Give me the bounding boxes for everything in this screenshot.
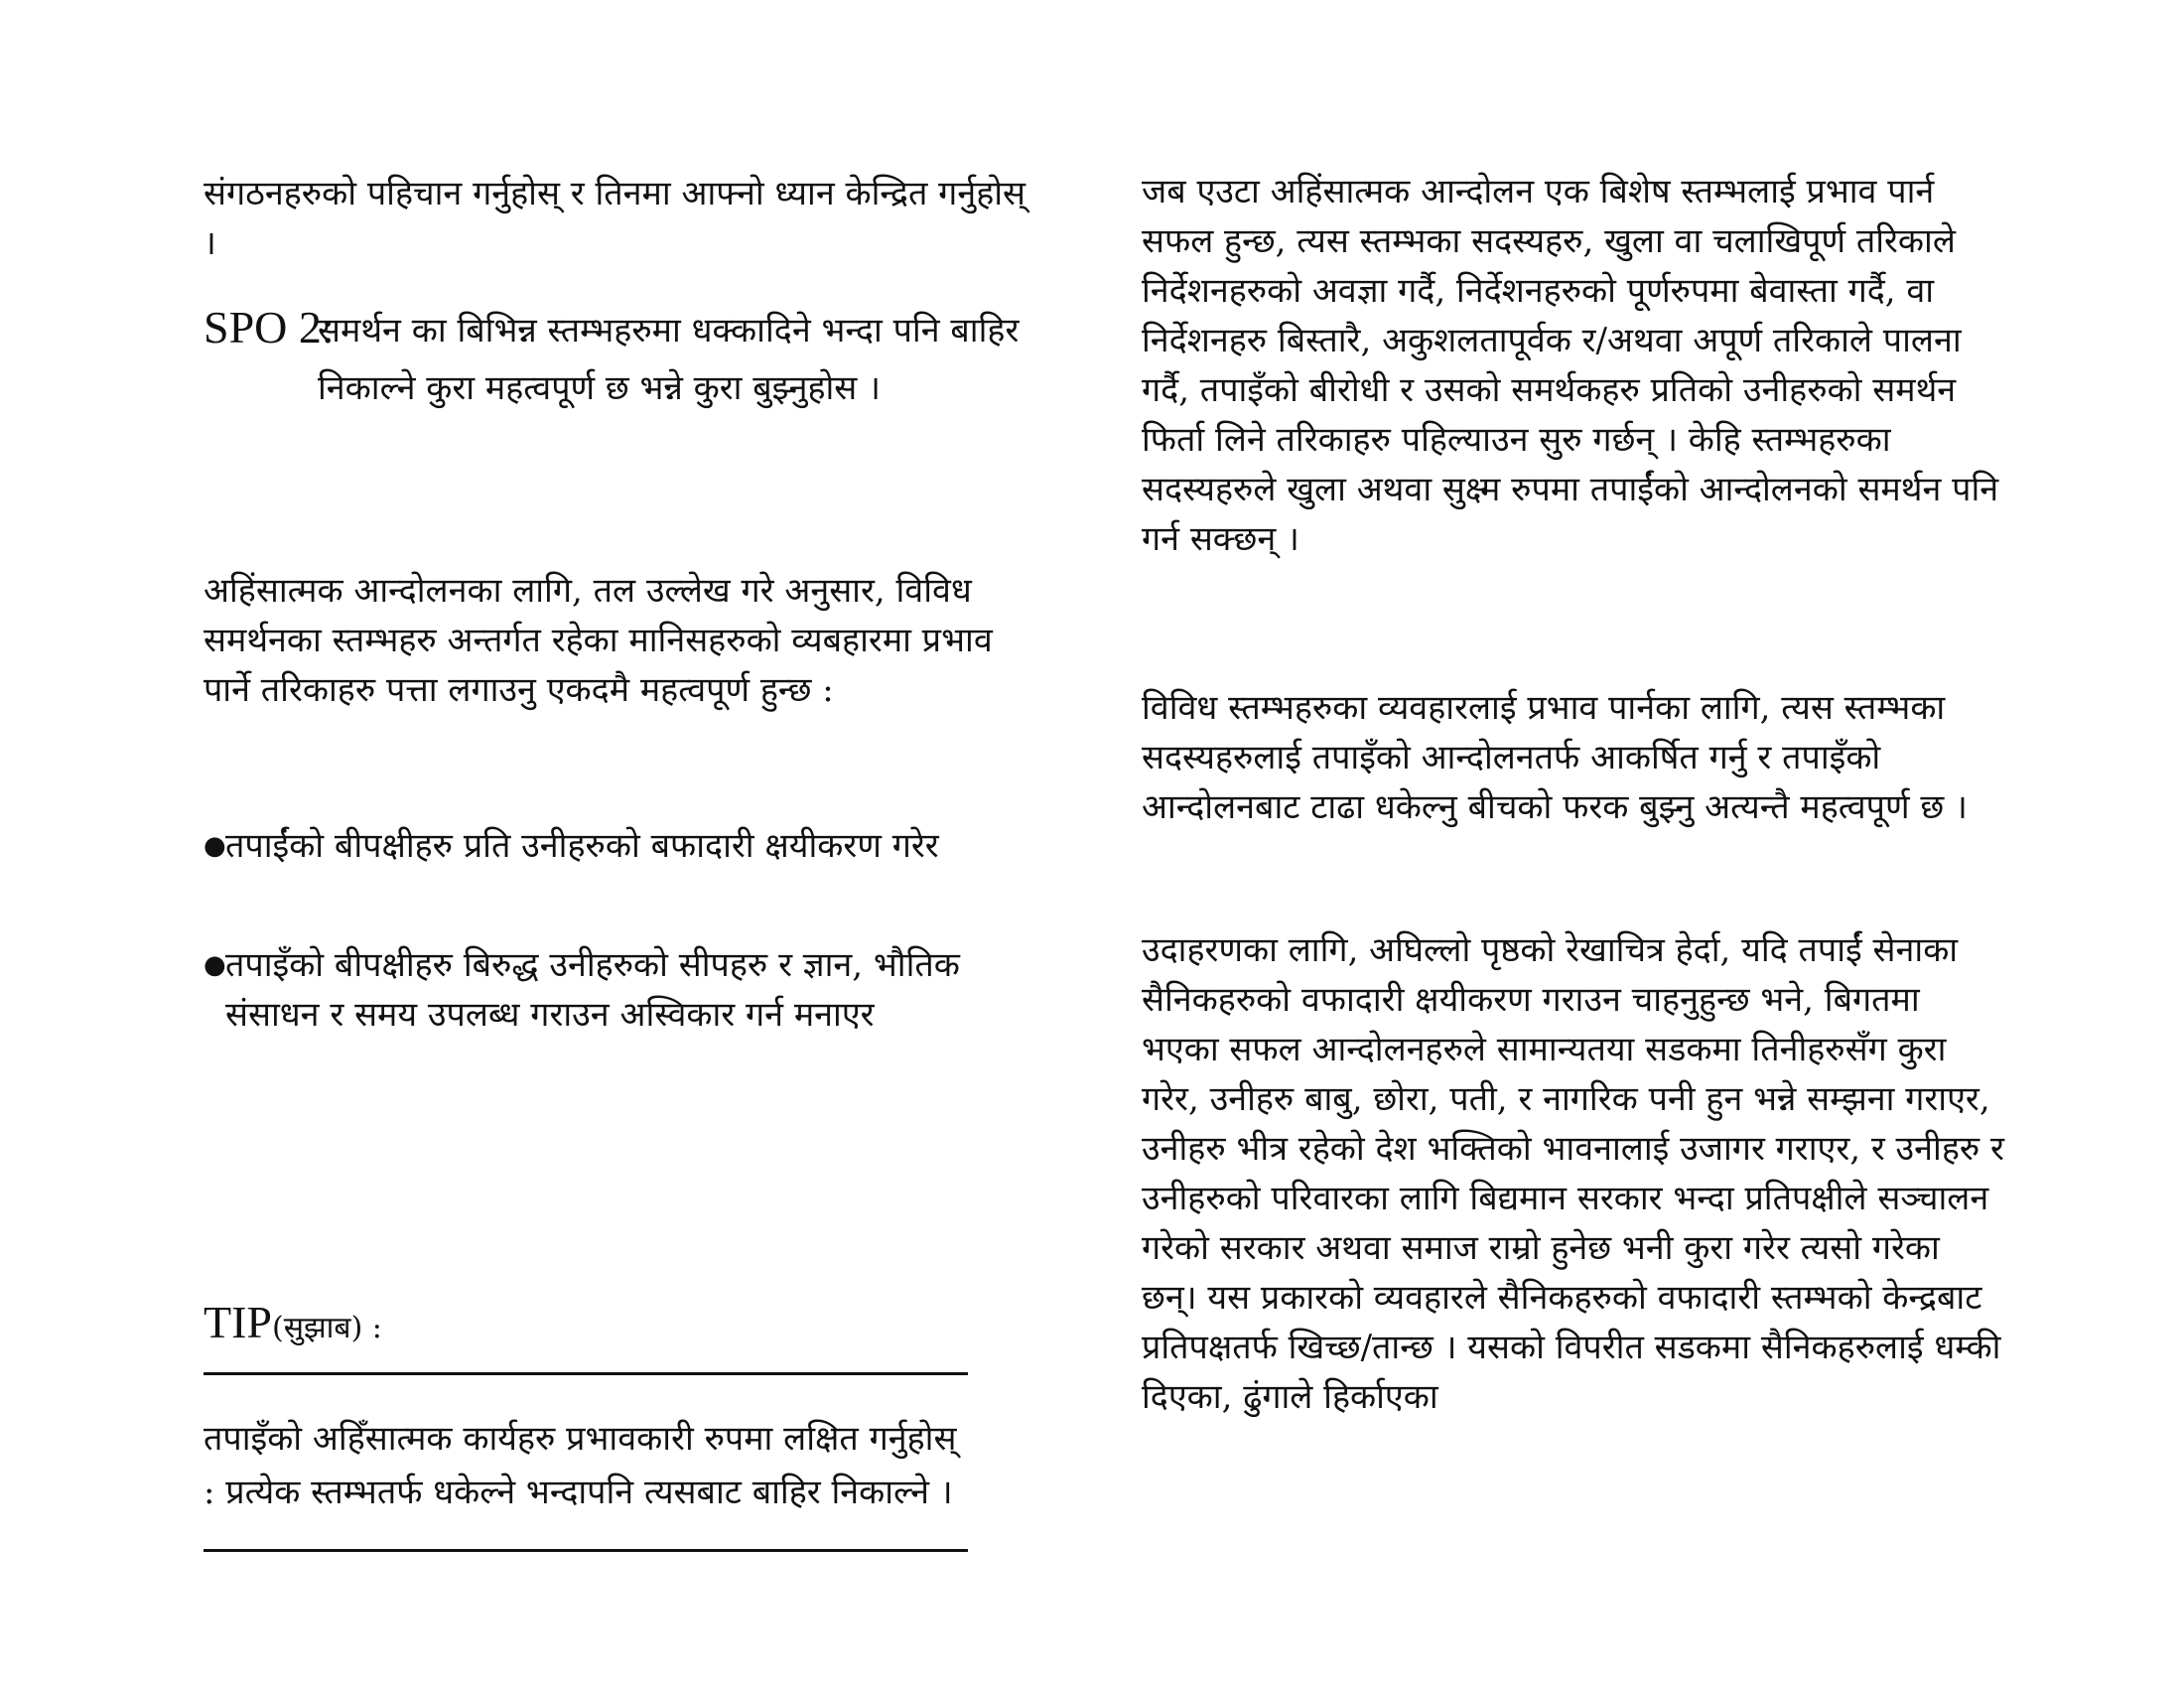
- bullet-text: तपाईंको बीपक्षीहरु प्रति उनीहरुको बफादारी क्षयीकरण गरेर: [225, 826, 939, 866]
- bullet-icon: ●: [204, 831, 226, 861]
- tip-heading: [204, 1296, 382, 1348]
- right-paragraph: उदाहरणका लागि, अघिल्लो पृष्ठको रेखाचित्र हेर्दा, यदि तपाईं सेनाका सैनिकहरुको वफादारी क्षयीकरण गराउन चाहनुहुन्छ भने, बिगतमा भएका सफल आन्दोलनहरुले सामान्यतया सडकमा तिनीहरुसँग कुरा गरेर, उनीहरु बाबु, छोरा, पती, र नागरिक पनी हुन भन्ने सम्झना गराएर, उनीहरु भीत्र रहेको देश भक्तिको भावनालाई उजागर गराएर, र उनीहरु र उनीहरुको परिवारका लागि बिद्यमान सरकार भन्दा प्रतिपक्षीले सञ्चालन गरेको सरकार अथवा समाज राम्रो हुनेछ भनी कुरा गरेर त्यसो गरेका छन्। यस प्रकारको व्यवहारले सैनिकहरुको वफादारी स्तम्भको केन्द्रबाट प्रतिपक्षतर्फ खिच्छ/तान्छ । यसको विपरीत सडकमा सैनिकहरुलाई धम्की दिएका, ढुंगाले हिर्काएका: [1142, 930, 2004, 1417]
- tip-sublabel: (सुझाब) :: [272, 1311, 382, 1345]
- bullet-text: तपाइँको बीपक्षीहरु बिरुद्ध उनीहरुको सीपहरु र ज्ञान, भौतिक संसाधन र समय उपलब्ध गराउन अस्विकार गर्न मनाएर: [225, 945, 960, 1035]
- tip-bottom-rule: [204, 1549, 968, 1552]
- spo-text: समर्थन का बिभिन्न स्तम्भहरुमा धक्कादिने भन्दा पनि बाहिर निकाल्ने कुरा महत्वपूर्ण छ भन्ने कुरा बुझ्नुहोस ।: [318, 311, 1020, 408]
- bullet-icon: ●: [204, 950, 226, 980]
- spo-label: SPO 2:: [204, 302, 335, 352]
- tip-top-rule: [204, 1372, 968, 1375]
- right-paragraph: विविध स्तम्भहरुका व्यवहारलाई प्रभाव पार्नका लागि, त्यस स्तम्भका सदस्यहरुलाई तपाइँको आन्दोलनतर्फ आकर्षित गर्नु र तपाइँको आन्दोलनबाट टाढा धकेल्नु बीचको फरक बुझ्नु अत्यन्तै महत्वपूर्ण छ ।: [1142, 688, 1968, 827]
- right-paragraph: जब एउटा अहिंसात्मक आन्दोलन एक बिशेष स्तम्भलाई प्रभाव पार्न सफल हुन्छ, त्यस स्तम्भका सदस्यहरु, खुला वा चलाखिपूर्ण तरिकाले निर्देशनहरुको अवज्ञा गर्दै, निर्देशनहरुको पूर्णरुपमा बेवास्ता गर्दै, वा निर्देशनहरु बिस्तारै, अकुशलतापूर्वक र/अथवा अपूर्ण तरिकाले पालना गर्दै, तपाइँको बीरोधी र उसको समर्थकहरु प्रतिको उनीहरुको समर्थन फिर्ता लिने तरिकाहरु पहिल्याउन सुरु गर्छन् । केहि स्तम्भहरुका सदस्यहरुले खुला अथवा सुक्ष्म रुपमा तपाईंको आन्दोलनको समर्थन पनि गर्न सक्छन् ।: [1142, 172, 1999, 559]
- left-paragraph: अहिंसात्मक आन्दोलनका लागि, तल उल्लेख गरे अनुसार, विविध समर्थनका स्तम्भहरु अन्तर्गत रहेका मानिसहरुको व्यबहारमा प्रभाव पार्ने तरिकाहरु पत्ता लगाउनु एकदमै महत्वपूर्ण हुन्छ :: [204, 571, 993, 710]
- tip-body: तपाइँको अहिँसात्मक कार्यहरु प्रभावकारी रुपमा लक्षित गर्नुहोस् : प्रत्येक स्तम्भतर्फ धकेल्ने भन्दापनि त्यसबाट बाहिर निकाल्ने ।: [204, 1419, 957, 1512]
- intro-paragraph: संगठनहरुको पहिचान गर्नुहोस् र तिनमा आफ्नो ध्यान केन्द्रित गर्नुहोस् ।: [204, 174, 1026, 263]
- tip-label: TIP: [204, 1297, 272, 1347]
